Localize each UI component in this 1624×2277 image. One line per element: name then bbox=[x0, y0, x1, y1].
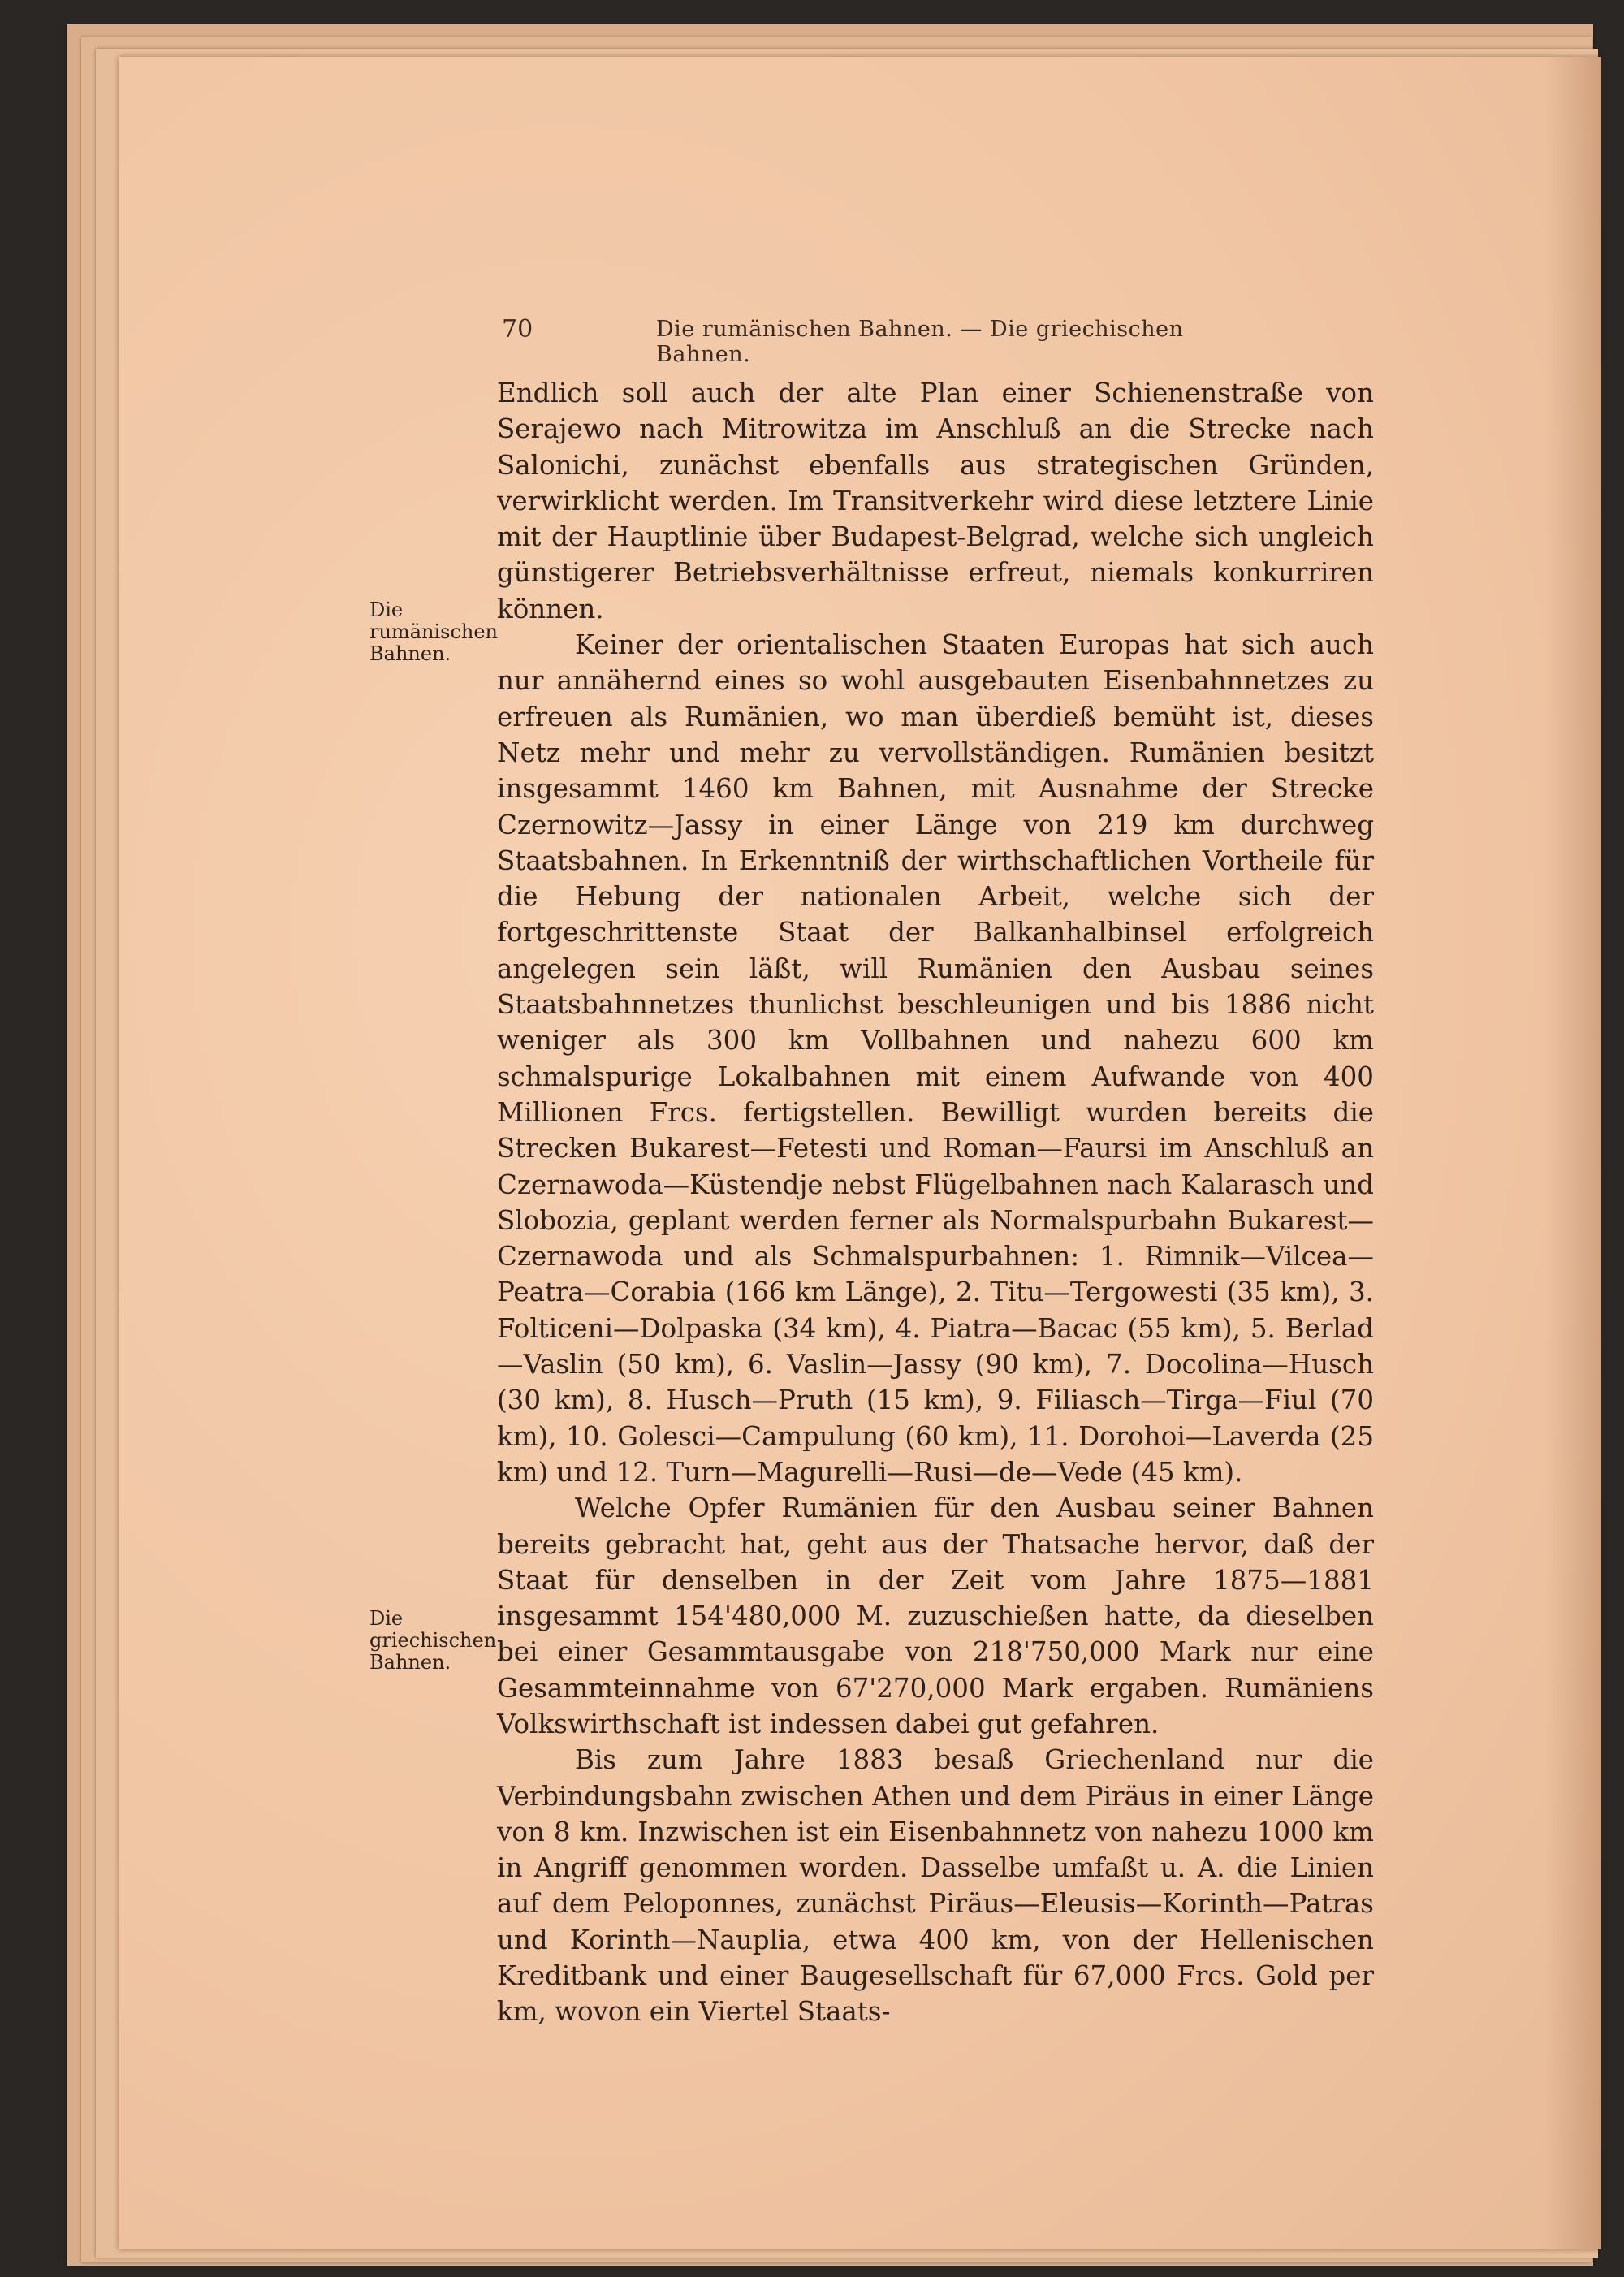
page-spine-shadow bbox=[1544, 57, 1601, 2249]
page-header bbox=[502, 315, 1220, 367]
running-title: Die rumänischen Bahnen. — Die griechischen Bahnen. bbox=[656, 317, 1184, 367]
paragraph-romanian-costs: Welche Opfer Rumänien für den Ausbau seiner Bahnen bereits gebracht hat, geht aus der Thatsache hervor, daß der Staat für denselben in der Zeit vom Jahre 1875—1881 insgesammt 154'480,000 M. zuzuschießen hatte, da dieselben bei einer Gesammtausgabe von 218'750,000 Mark nur eine Gesammteinnahme von 67'270,000 Mark ergaben. Rumäniens Volkswirthschaft ist indessen dabei gut gefahren. bbox=[497, 1493, 1374, 1739]
body-text bbox=[497, 375, 1374, 2162]
margin-note-greek: Die griechischen Bahnen. bbox=[369, 1607, 497, 1674]
page-number: 70 bbox=[502, 315, 533, 343]
paragraph-serajewo: Endlich soll auch der alte Plan einer Schienenstraße von Serajewo nach Mitrowitza im Anschluß an die Strecke nach Salonichi, zunächst ebenfalls aus strategischen Gründen, verwirklicht werden. Im Transitverkehr wird diese letztere Linie mit der Hauptlinie über Budapest-Belgrad, welche sich ungleich günstigerer Betriebsverhältnisse erfreut, niemals konkurriren können. bbox=[497, 378, 1374, 624]
paragraph-romanian-railways: Keiner der orientalischen Staaten Europas hat sich auch nur annähernd eines so wohl ausgebauten Eisenbahnnetzes zu erfreuen als Rumänien, wo man überdieß bemüht ist, dieses Netz mehr und mehr zu vervollständigen. Rumänien besitzt insgesammt 1460 km Bahnen, mit Ausnahme der Strecke Czernowitz—Jassy in einer Länge von 219 km durchweg Staatsbahnen. In Erkenntniß der wirthschaftlichen Vortheile für die Hebung der nationalen Arbeit, welche sich der fortgeschrittenste Staat der Balkanhalbinsel erfolgreich angelegen sein läßt, will Rumänien den Ausbau seines Staatsbahnnetzes thunlichst beschleunigen und bis 1886 nicht weniger als 300 km Vollbahnen und nahezu 600 km schmalspurige Lokalbahnen mit einem Aufwande von 400 Millionen Frcs. fertigstellen. Bewilligt wurden bereits die Strecken Bukarest—Fetesti und Roman—Faursi im Anschluß an Czernawoda—Küstendje nebst Flügelbahnen nach Kalarasch und Slobozia, geplant werden ferner als Normalspurbahn Bukarest—Czernawoda und als Schmalspurbahnen: 1. Rimnik—Vilcea—Peatra—Corabia (166 km Länge), 2. Titu—Tergowesti (35 km), 3. Folticeni—Dolpaska (34 km), 4. Piatra—Bacac (55 km), 5. Berlad—Vaslin (50 km), 6. Vaslin—Jassy (90 km), 7. Docolina—Husch (30 km), 8. Husch—Pruth (15 km), 9. Filiasch—Tirga—Fiul (70 km), 10. Golesci—Campulung (60 km), 11. Dorohoi—Laverda (25 km) und 12. Turn—Magurelli—Rusi—de—Vede (45 km). bbox=[497, 629, 1374, 1488]
paragraph-greek-railways: Bis zum Jahre 1883 besaß Griechenland nur die Verbindungsbahn zwischen Athen und dem Piräus in einer Länge von 8 km. Inzwischen ist ein Eisenbahnnetz von nahezu 1000 km in Angriff genommen worden. Dasselbe umfaßt u. A. die Linien auf dem Peloponnes, zunächst Piräus—Eleusis—Korinth—Patras und Korinth—Nauplia, etwa 400 km, von der Hellenischen Kreditbank und einer Baugesellschaft für 67,000 Frcs. Gold per km, wovon ein Viertel Staats- bbox=[497, 1744, 1374, 2028]
margin-note-romanian: Die rumänischen Bahnen. bbox=[369, 598, 499, 665]
